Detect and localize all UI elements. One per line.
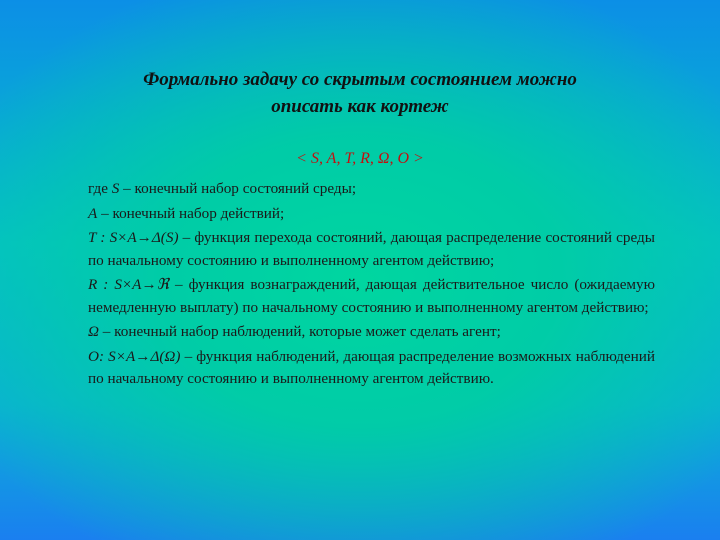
definition-text: – конечный набор состояний среды; — [119, 180, 357, 197]
definition-symbol: S — [111, 180, 120, 197]
definition-symbol: R : S×A→ℜ — [88, 276, 169, 293]
title-line-1: Формально задачу со скрытым состоянием можно — [143, 69, 577, 90]
definition-symbol: Ω — [88, 323, 99, 340]
definition-observations — [88, 321, 655, 344]
definition-actions — [88, 203, 655, 226]
definition-symbol: T : S×A→Δ(S) — [88, 229, 179, 246]
definition-text: – конечный набор действий; — [97, 204, 285, 222]
definition-reward — [88, 274, 655, 319]
slide-title — [60, 66, 660, 120]
definition-text: – конечный набор наблюдений, которые может сделать агент; — [98, 323, 501, 340]
tuple-formula: < S, A, T, R, Ω, O > — [296, 150, 424, 167]
definition-text: – функция перехода состояний, дающая распределение состояний среды по начальному состоянию и выполненному агентом действию; — [88, 229, 655, 269]
definitions-list — [88, 178, 655, 391]
definition-symbol: A — [88, 204, 98, 222]
definition-observation-function — [88, 346, 655, 391]
definition-states — [88, 178, 655, 201]
definition-text: – функция вознаграждений, дающая действительное число (ожидаемую немедленную выплату) по начальному состоянию и выполненному агентом действию; — [88, 276, 655, 316]
definition-transition — [88, 227, 655, 272]
definition-prefix: где — [88, 180, 112, 197]
definition-text: – функция наблюдений, дающая распределение возможных наблюдений по начальному состоянию и выполненному агентом действию. — [88, 347, 655, 387]
definition-symbol: O: S×A→Δ(Ω) — [88, 347, 181, 365]
title-line-2: описать как кортеж — [271, 96, 449, 117]
